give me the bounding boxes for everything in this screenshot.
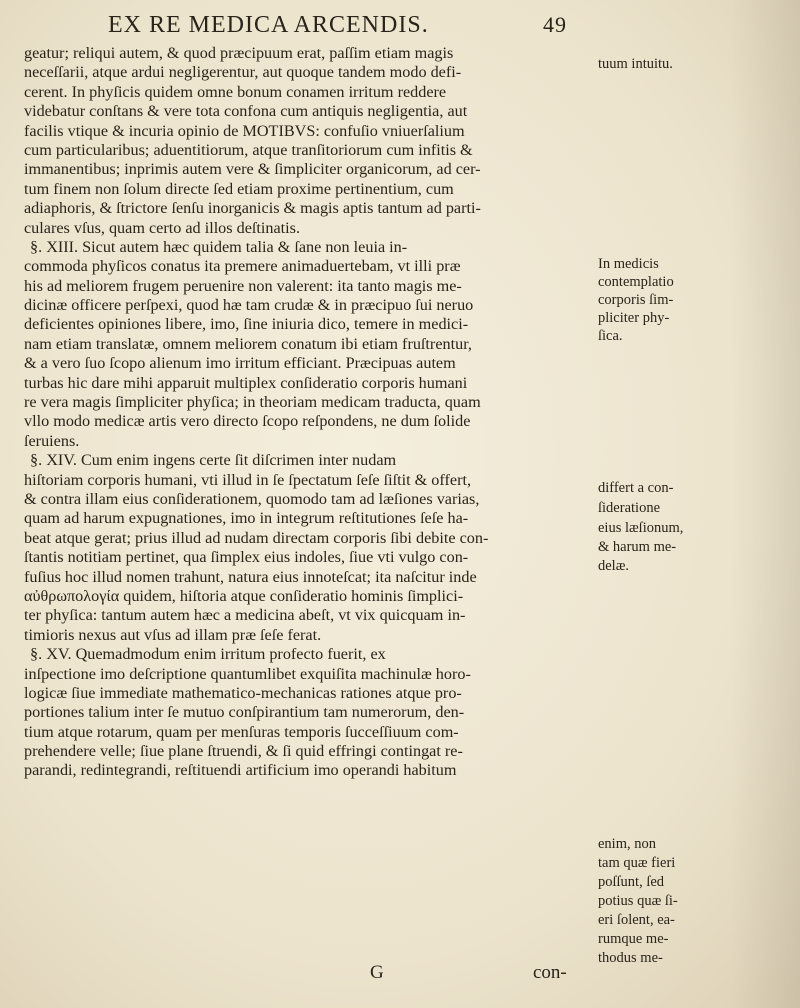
page-number: 49 bbox=[543, 12, 567, 37]
text-line: vllo modo medicæ artis vero directo ſcopo reſpondens, ne dum ſolide bbox=[24, 412, 471, 431]
text-line: cum particularibus; aduentitiorum, atque tranſitoriorum cum infitis & bbox=[24, 140, 473, 159]
text-line: & a vero ſuo ſcopo alienum imo irritum efficiant. Præcipuas autem bbox=[24, 354, 456, 373]
text-line: facilis vtique & incuria opinio de MOTIBVS: confuſio vniuerſalium bbox=[24, 121, 465, 140]
margin-note: potius quæ ſi- bbox=[598, 893, 678, 909]
text-line: portiones talium inter ſe mutuo conſpirantium tam numerorum, den- bbox=[24, 703, 465, 722]
text-line: quam ad harum expugnationes, imo in integrum reſtitutiones ſeſe ha- bbox=[24, 509, 469, 528]
text-line: tum finem non ſolum directe ſed etiam proxime pertinentium, cum bbox=[24, 179, 454, 198]
signature-mark: G bbox=[370, 962, 384, 983]
text-line: timioris nexus aut vſus ad illam præ ſeſe ferat. bbox=[24, 625, 322, 644]
text-line: fuſius hoc illud nomen trahunt, natura eius innoteſcat; ita naſcitur inde bbox=[24, 567, 477, 586]
page-header bbox=[0, 6, 800, 40]
margin-note: tam quæ fieri bbox=[598, 855, 676, 871]
margin-note: enim, non bbox=[598, 836, 656, 852]
section-heading-line: §. XV. Quemadmodum enim irritum profecto fuerit, ex bbox=[30, 645, 386, 664]
text-line: geatur; reliqui autem, & quod præcipuum erat, paſſim etiam magis bbox=[24, 44, 454, 62]
text-line: videbatur conſtans & vere tota confona cum antiquis negligentia, aut bbox=[24, 102, 468, 121]
text-line: adiaphoris, & ſtrictore ſenſu inorganicis & magis aptis tantum ad parti- bbox=[24, 199, 481, 218]
margin-note: In medicis bbox=[598, 256, 659, 272]
margin-note: pliciter phy- bbox=[598, 310, 670, 326]
text-line: re vera magis ſimpliciter phyſica; in theoriam medicam traducta, quam bbox=[24, 393, 481, 412]
text-line: turbas hic dare mihi apparuit multiplex conſideratio corporis humani bbox=[24, 373, 468, 392]
text-line: deficientes opiniones libere, imo, ſine iniuria dico, temere in medici- bbox=[24, 315, 469, 334]
text-line: & contra illam eius conſiderationem, quomodo tam ad læſiones varias, bbox=[24, 489, 480, 508]
running-title: EX RE MEDICA ARCENDIS. bbox=[108, 12, 429, 38]
text-line: hiſtoriam corporis humani, vti illud in ſe ſpectatum ſeſe ſiſtit & offert, bbox=[24, 470, 472, 489]
text-line: ter phyſica: tantum autem hæc a medicina abeſt, vt vix quicquam in- bbox=[24, 606, 466, 625]
margin-note: ſica. bbox=[598, 328, 623, 344]
margin-note: eius læſionum, bbox=[598, 520, 684, 536]
text-line: parandi, redintegrandi, reſtituendi artificium imo operandi habitum bbox=[24, 761, 457, 780]
text-line: immanentibus; inprimis autem vere & ſimpliciter organicorum, ad cer- bbox=[24, 160, 481, 179]
text-line: ſtantis notitiam pertinet, qua ſimplex eius indoles, ſiue vti vulgo con- bbox=[24, 548, 469, 567]
text-line: neceſſarii, atque ardui negligerentur, aut quoque tandem modo defi- bbox=[24, 63, 462, 82]
text-line: his ad meliorem frugem peruenire non valerent: ita tanto magis me- bbox=[24, 276, 462, 295]
margin-note: rumque me- bbox=[598, 931, 669, 947]
margin-note: corporis ſim- bbox=[598, 292, 674, 308]
margin-note: poſſunt, ſed bbox=[598, 874, 665, 890]
section-heading-line: §. XIII. Sicut autem hæc quidem talia & ſane non leuia in- bbox=[30, 237, 408, 256]
text-line: αὐθρωπολογία quidem, hiſtoria atque conſideratio hominis ſimplici- bbox=[24, 586, 464, 605]
margin-note: thodus me- bbox=[598, 950, 663, 966]
section-heading-line: §. XIV. Cum enim ingens certe ſit diſcrimen inter nudam bbox=[30, 451, 397, 470]
margin-note: differt a con- bbox=[598, 480, 674, 496]
text-line: commoda phyſicos conatus ita premere animaduertebam, vt illi præ bbox=[24, 257, 461, 276]
margin-note: ſideratione bbox=[598, 500, 661, 516]
catchword: con- bbox=[533, 962, 567, 983]
margin-note: tuum intuitu. bbox=[598, 56, 673, 72]
text-line: cerent. In phyſicis quidem omne bonum conamen irritum reddere bbox=[24, 82, 447, 101]
text-line: nam etiam translatæ, omnem meliorem conatum ibi etiam fruſtrentur, bbox=[24, 334, 472, 353]
text-line: culares vſus, quam certo ad illos deſtinatis. bbox=[24, 218, 301, 237]
text-line: ſeruiens. bbox=[24, 431, 80, 450]
text-line: prehendere velle; ſiue plane ſtruendi, & ſi quid effringi contingat re- bbox=[24, 742, 463, 761]
margin-note: & harum me- bbox=[598, 539, 677, 555]
text-line: logicæ ſiue immediate mathematico-mechanicas rationes atque pro- bbox=[24, 683, 462, 702]
page-shadow bbox=[730, 0, 800, 1008]
text-line: dicinæ officere perſpexi, quod hæ tam crudæ & in præcipuo ſui neruo bbox=[24, 296, 474, 315]
margin-note: contemplatio bbox=[598, 274, 674, 290]
text-line: inſpectione imo deſcriptione quantumlibet exquiſita machinulæ horo- bbox=[24, 664, 471, 683]
body-text bbox=[24, 44, 624, 781]
margin-note: eri ſolent, ea- bbox=[598, 912, 675, 928]
text-line: beat atque gerat; prius illud ad nudam directam corporis ſibi debite con- bbox=[24, 528, 489, 547]
margin-note: delæ. bbox=[598, 558, 630, 574]
text-line: tium atque rotarum, quam per menſuras temporis ſucceſſiuum com- bbox=[24, 722, 459, 741]
